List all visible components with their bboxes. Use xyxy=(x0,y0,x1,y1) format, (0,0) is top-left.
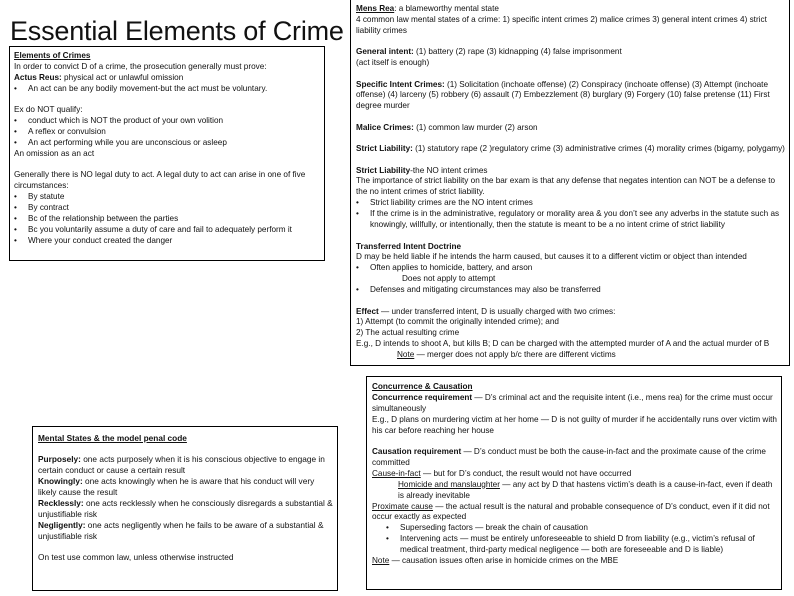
actus-reus-list xyxy=(14,84,321,95)
merger-note xyxy=(356,350,785,361)
list-item: • Superseding factors — break the chain of causation xyxy=(372,523,777,534)
duty-list xyxy=(14,192,321,247)
mens-rea-definition: : a blameworthy mental state xyxy=(394,4,499,13)
malice-crimes-definition: (1) common law murder (2) arson xyxy=(413,122,538,132)
elements-heading: Elements of Crimes xyxy=(14,51,91,60)
effect-example: E.g., D intends to shoot A, but kills B; D can be charged with the attempted murder of A and the actual murder of B xyxy=(356,339,770,349)
knowingly-line xyxy=(38,476,333,498)
transferred-list-2 xyxy=(356,285,785,296)
list-item: • If the crime is in the administrative, regulatory or morality area & you don’t see any adverbs in the statute such as knowingly, willfully, or intentionally, then the statute is meant to be a no intent crime of strict liability xyxy=(356,209,785,231)
effect-item-2: 2) The actual resulting crime xyxy=(356,328,460,338)
transferred-intent-definition: D may be held liable if he intends the harm caused, but causes it to a different victim or object than intended xyxy=(356,252,747,262)
specific-intent-definition: (1) Solicitation (inchoate offense) (2) Conspiracy (inchoate offense) (3) Attempt (inchoate offense) (4) larceny (5) robbery (6) assault (7) Embezzlement (8) burglary (9) Forgery (10) false pretense (11) First degree murder xyxy=(356,79,770,111)
list-item: • Where your conduct created the danger xyxy=(14,236,321,247)
general-intent-definition: (1) battery (2) rape (3) kidnapping (4) false imprisonment xyxy=(413,47,622,57)
causation-requirement-term: Causation requirement xyxy=(372,447,462,457)
not-qualify-label: Ex do NOT qualify: xyxy=(14,105,83,115)
actus-reus-definition: physical act or unlawful omission xyxy=(61,72,184,82)
causation-requirement-definition: — D’s conduct must be both the cause-in-fact and the proximate cause of the crime committed xyxy=(372,447,766,467)
mental-states-heading: Mental States & the model penal code xyxy=(38,433,187,443)
mens-rea-heading xyxy=(356,4,785,15)
list-item: • Intervening acts — must be entirely unforeseeable to shield D from liability (e.g., victim’s refusal of medical treatment, third-party medical negligence — both are foreseeable and D is liable) xyxy=(372,534,777,556)
concurrence-example: E.g., D plans on murdering victim at her home — D is not guilty of murder if he accidentally runs over victim with his car before reaching her house xyxy=(372,414,777,435)
list-item: • An act performing while you are unconscious or asleep xyxy=(14,138,321,149)
concurrence-causation-box xyxy=(366,376,782,590)
not-qualify-list xyxy=(14,116,321,149)
effect-line xyxy=(356,307,785,318)
general-intent-note: (act itself is enough) xyxy=(356,58,430,68)
proximate-cause-line xyxy=(372,502,777,524)
purposely-definition: one acts purposely when it is his conscious objective to engage in certain conduct or cause a certain result xyxy=(38,454,325,476)
homicide-term: Homicide and manslaughter xyxy=(398,479,500,489)
proximate-cause-list xyxy=(372,523,777,556)
list-item: • Bc of the relationship between the parties xyxy=(14,214,321,225)
homicide-line xyxy=(372,480,777,502)
causation-requirement-line xyxy=(372,447,777,469)
causation-note xyxy=(372,556,777,567)
omission-line: An omission as an act xyxy=(14,148,95,158)
concurrence-heading: Concurrence & Causation xyxy=(372,382,473,391)
strict-no-intent-definition: -the NO intent crimes xyxy=(410,165,488,175)
causation-note-term: Note xyxy=(372,556,390,566)
homicide-definition: — any act by D that hastens victim’s death is a cause-in-fact, even if death is already inevitable xyxy=(398,479,773,500)
elements-of-crimes-box xyxy=(9,46,325,261)
purposely-term: Purposely: xyxy=(38,454,81,465)
strict-no-intent-heading xyxy=(356,166,785,177)
note-term: Note xyxy=(397,350,415,360)
transferred-list xyxy=(356,263,785,274)
concurrence-requirement-term: Concurrence requirement xyxy=(372,392,473,402)
malice-crimes-term: Malice Crimes: xyxy=(356,122,414,132)
strict-importance: The importance of strict liability on the bar exam is that any defense that negates intention can NOT be a defense to the no intent crimes of strict liability. xyxy=(356,176,776,197)
elements-intro: In order to convict D of a crime, the prosecution generally must prove: xyxy=(14,61,267,71)
list-item: • An act can be any bodily movement-but the act must be voluntary. xyxy=(14,84,321,95)
list-item: • conduct which is NOT the product of your own volition xyxy=(14,116,321,127)
strict-list xyxy=(356,198,785,231)
cause-in-fact-definition: — but for D’s conduct, the result would not have occurred xyxy=(420,468,632,478)
negligently-line xyxy=(38,520,333,542)
strict-liability-definition: (1) statutory rape (2 )regulatory crime (3) administrative crimes (4) morality crimes (bigamy, polygamy) xyxy=(412,144,785,154)
effect-item-1: 1) Attempt (to commit the originally intended crime); and xyxy=(356,317,559,327)
cause-in-fact-line xyxy=(372,469,777,480)
list-item: • Strict liability crimes are the NO intent crimes xyxy=(356,198,785,209)
mental-states-box xyxy=(32,426,338,591)
knowingly-definition: one acts knowingly when he is aware that his conduct will very likely cause the result xyxy=(38,476,315,498)
list-item: • By statute xyxy=(14,192,321,203)
concurrence-requirement-line xyxy=(372,393,777,415)
mens-rea-term: Mens Rea xyxy=(356,4,395,13)
duty-intro: Generally there is NO legal duty to act. A legal duty to act can arise in one of five circumstances: xyxy=(14,170,306,191)
list-item: • A reflex or convulsion xyxy=(14,127,321,138)
proximate-cause-definition: — the actual result is the natural and probable consequence of D’s conduct, even if it did not occur exactly as expected xyxy=(372,501,770,522)
proximate-cause-term: Proximate cause xyxy=(372,501,433,511)
actus-reus-line xyxy=(14,73,321,84)
actus-reus-term: Actus Reus: xyxy=(14,72,62,82)
transferred-sub-item: Does not apply to attempt xyxy=(402,274,496,284)
strict-liability-term: Strict Liability: xyxy=(356,144,413,154)
negligently-term: Negligently: xyxy=(38,519,86,530)
list-item: • Bc you voluntarily assume a duty of care and fail to adequately perform it xyxy=(14,225,321,236)
page-title: Essential Elements of Crime xyxy=(10,16,344,46)
four-mental-states: 4 common law mental states of a crime: 1) specific intent crimes 2) malice crimes 3) general intent crimes 4) strict liability crimes xyxy=(356,14,767,35)
knowingly-term: Knowingly: xyxy=(38,476,83,487)
negligently-definition: one acts negligently when he fails to be aware of a substantial & unjustifiable risk xyxy=(38,519,324,541)
mens-rea-box xyxy=(350,0,790,366)
note-definition: — merger does not apply b/c there are different victims xyxy=(414,350,616,360)
general-intent-line xyxy=(356,47,785,58)
recklessly-line xyxy=(38,498,333,520)
concurrence-requirement-definition: — D’s criminal act and the requisite intent (i.e., mens rea) for the crime must occur simultaneously xyxy=(372,392,773,413)
list-item: • By contract xyxy=(14,203,321,214)
recklessly-term: Recklessly: xyxy=(38,498,84,509)
list-item: • Often applies to homicide, battery, and arson xyxy=(356,263,785,274)
specific-intent-term: Specific Intent Crimes: xyxy=(356,79,445,89)
specific-intent-line xyxy=(356,80,785,113)
malice-crimes-line xyxy=(356,123,785,134)
general-intent-term: General intent: xyxy=(356,47,414,57)
purposely-line xyxy=(38,454,333,476)
list-item: • Defenses and mitigating circumstances may also be transferred xyxy=(356,285,785,296)
strict-liability-line xyxy=(356,144,785,155)
causation-note-definition: — causation issues often arise in homicide crimes on the MBE xyxy=(389,556,619,566)
cause-in-fact-term: Cause-in-fact xyxy=(372,468,421,478)
effect-definition: — under transferred intent, D is usually charged with two crimes: xyxy=(378,306,616,316)
recklessly-definition: one acts recklessly when he consciously disregards a substantial & unjustifiable risk xyxy=(38,498,333,519)
transferred-intent-heading: Transferred Intent Doctrine xyxy=(356,241,462,251)
effect-term: Effect xyxy=(356,306,379,316)
test-note: On test use common law, unless otherwise instructed xyxy=(38,552,234,563)
strict-no-intent-term: Strict Liability xyxy=(356,165,411,175)
